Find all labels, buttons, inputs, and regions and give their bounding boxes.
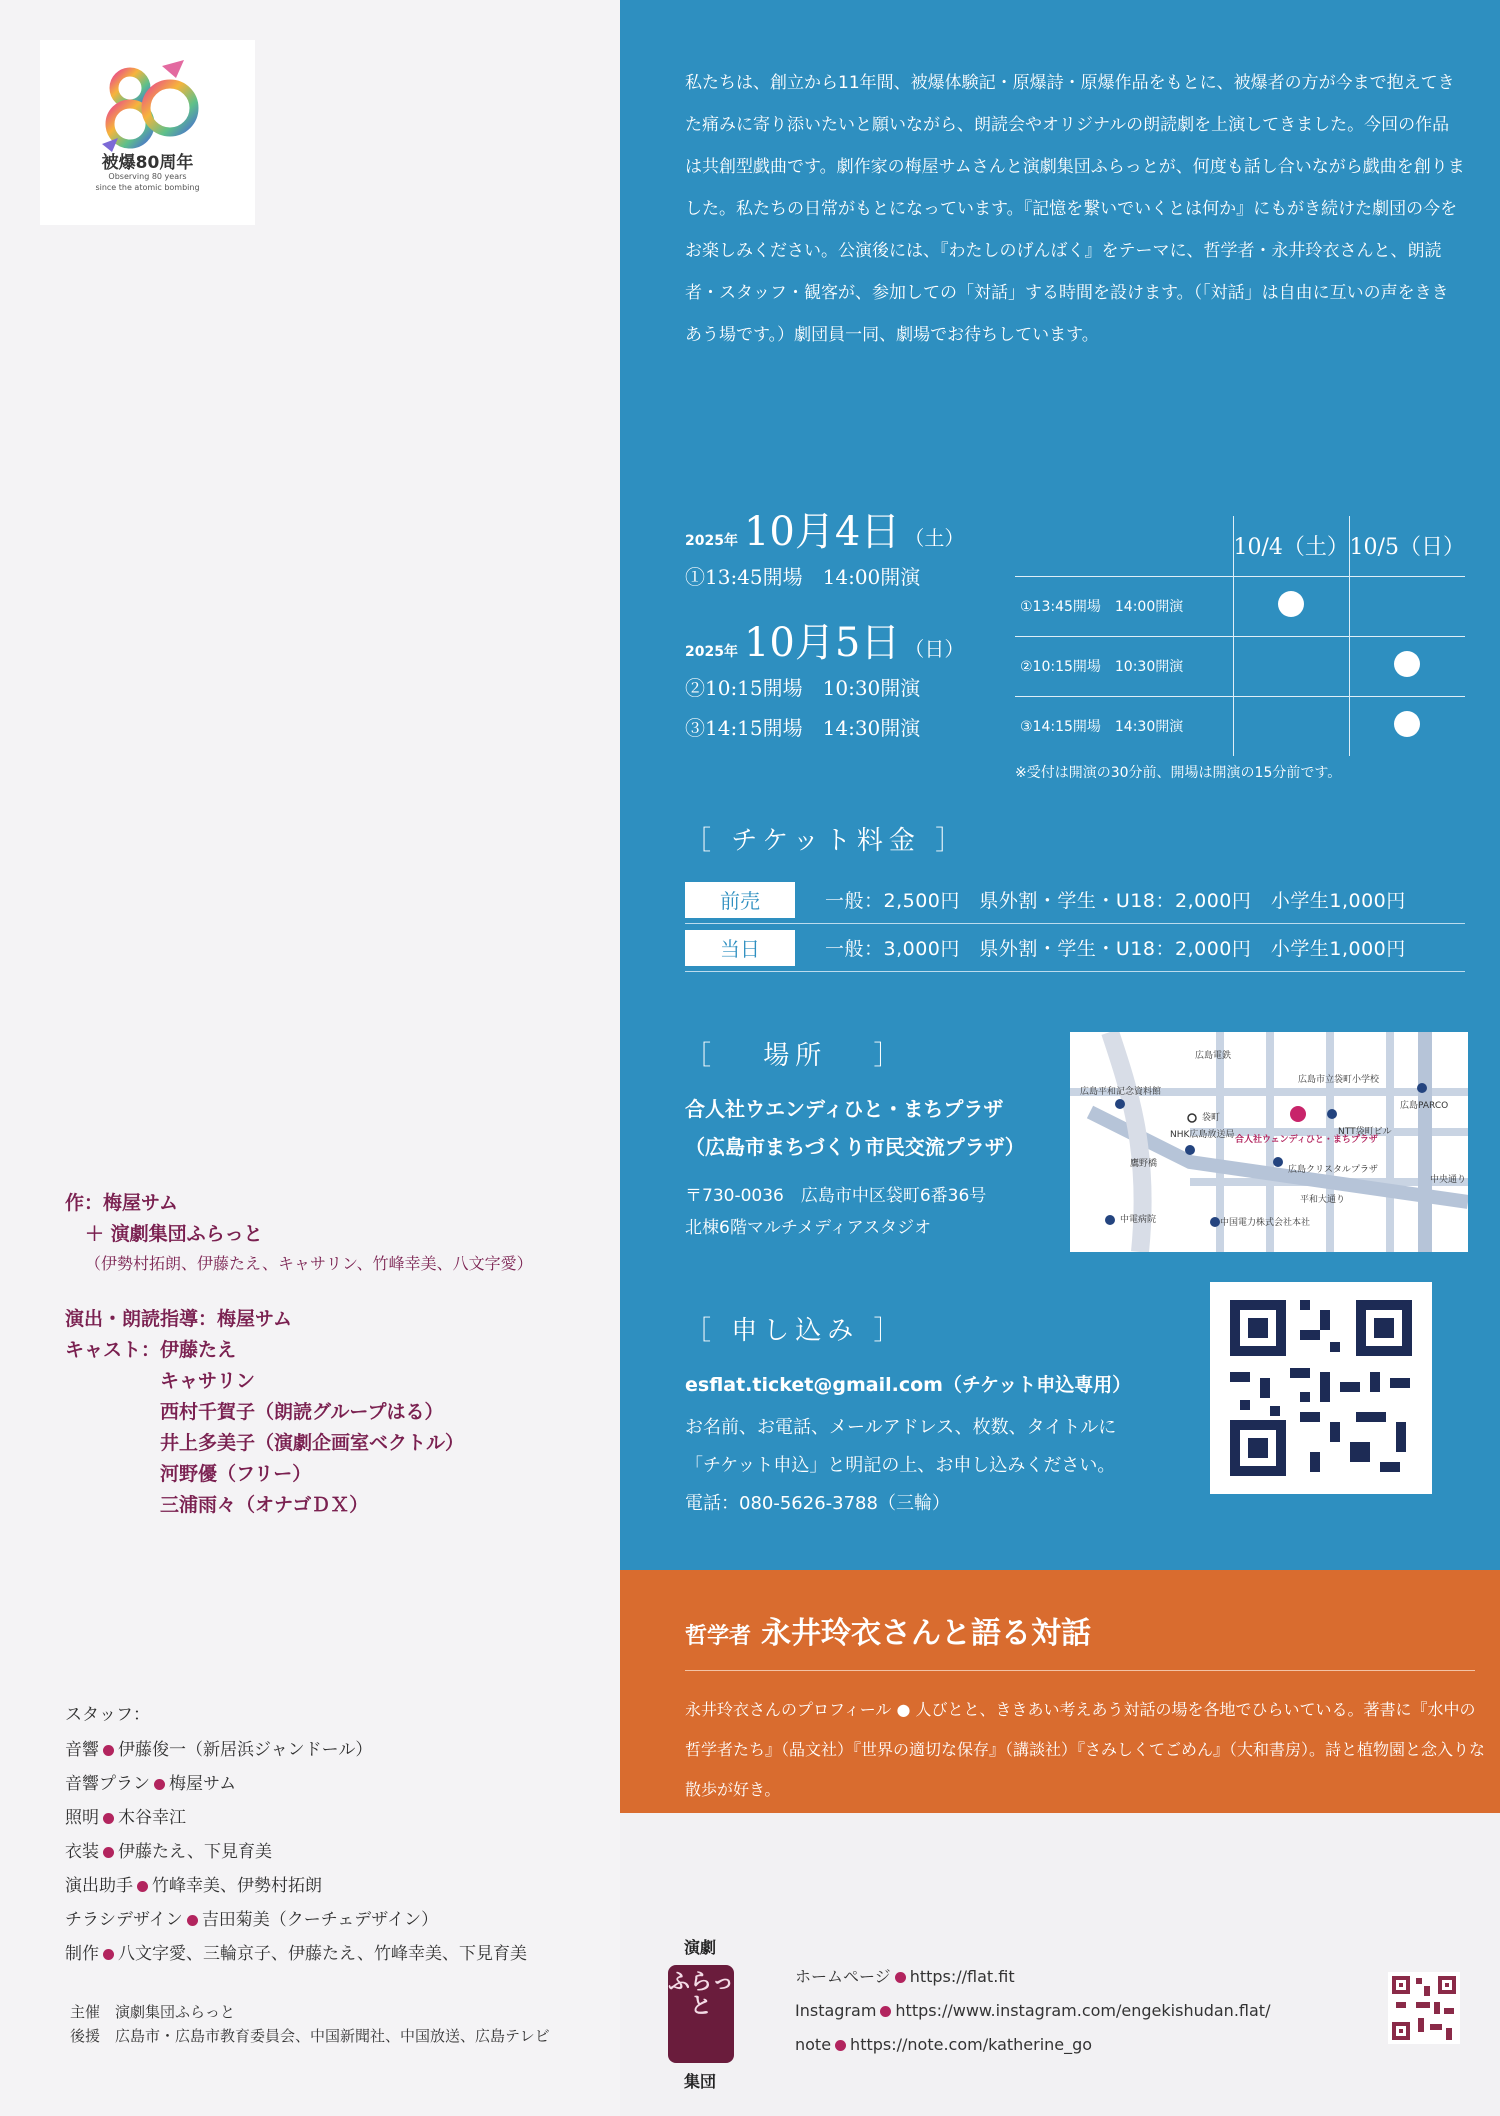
ticket-prices	[685, 876, 1465, 972]
bullet-icon	[103, 1745, 114, 1756]
author-credit: 作：梅屋サム	[65, 1192, 179, 1214]
date-heading	[685, 500, 1005, 557]
performance-mark-icon	[1394, 651, 1420, 677]
schedule-row	[1015, 696, 1465, 756]
bullet-icon	[103, 1847, 114, 1858]
map-label: 中央通り	[1430, 1175, 1467, 1185]
venue-alt-name: （広島市まちづくり市民交流プラザ）	[685, 1135, 1025, 1159]
apply-line: 「チケット申込」と明記の上、お申し込みください。	[685, 1455, 1116, 1476]
schedule-cell	[1349, 696, 1465, 756]
schedule-row	[1015, 636, 1465, 696]
cast-member: 三浦雨々（オナゴＤＸ）	[160, 1494, 369, 1516]
author-members: （伊勢村拓朗、伊藤たえ、キャサリン、竹峰幸美、八文字愛）	[85, 1254, 533, 1273]
bullet-icon	[103, 1949, 114, 1960]
schedule-row-label: ③14:15開場 14:30開演	[1015, 696, 1233, 756]
schedule-row-label: ②10:15開場 10:30開演	[1015, 636, 1233, 696]
director-credit: 演出・朗読指導：梅屋サム	[65, 1308, 293, 1330]
venue-name: 合人社ウエンディひと・まちプラザ	[685, 1097, 1004, 1121]
date-heading	[685, 611, 1005, 668]
map-label: 袋町	[1202, 1113, 1221, 1123]
map-label: 平和大通り	[1300, 1195, 1346, 1205]
staff-name: 吉田菊美（クーチェデザイン）	[201, 1910, 439, 1930]
link-url[interactable]: https://www.instagram.com/engekishudan.flat/	[895, 2001, 1271, 2020]
venue-address: 〒730-0036 広島市中区袋町6番36号	[685, 1186, 987, 1206]
performance-mark-icon	[1394, 711, 1420, 737]
map-label: 広島PARCO	[1400, 1101, 1449, 1111]
schedule-cell	[1349, 576, 1465, 636]
schedule-note: ※受付は開演の30分前、開場は開演の15分前です。	[1015, 765, 1342, 781]
staff-row	[65, 1937, 625, 1971]
schedule-corner	[1015, 516, 1233, 576]
apply-heading: ［ 申し込み ］	[685, 1316, 906, 1346]
qr-code-icon[interactable]	[1210, 1282, 1432, 1494]
staff-name: 伊藤たえ、下見育美	[118, 1842, 273, 1862]
bullet-icon	[880, 2006, 891, 2017]
divider	[685, 1670, 1475, 1671]
map-label: 広島平和記念資料館	[1080, 1087, 1162, 1097]
cast-member: キャサリン	[160, 1370, 256, 1392]
apply-phone: 電話：080-5626-3788（三輪）	[685, 1493, 950, 1514]
apply-email-link[interactable]: esflat.ticket@gmail.com（チケット申込専用）	[685, 1374, 1132, 1396]
date-weekday: （日）	[904, 637, 965, 661]
price-tag: 当日	[685, 930, 795, 966]
date-year: 2025年	[685, 533, 738, 549]
ticket-heading: ［ チケット料金 ］	[685, 826, 968, 856]
info-panel	[620, 0, 1500, 1570]
cast-label: キャスト：	[65, 1339, 161, 1361]
note-link[interactable]	[795, 2028, 1270, 2062]
staff-role: 音響	[65, 1740, 99, 1760]
troupe-logo-bottom: 集団	[683, 2072, 716, 2091]
venue-heading: ［ 場所 ］	[685, 1041, 906, 1071]
staff-role: チラシデザイン	[65, 1910, 183, 1930]
date-day: 10月4日	[743, 509, 901, 555]
schedule-cell	[1233, 576, 1349, 636]
venue-room: 北棟6階マルチメディアスタジオ	[685, 1218, 932, 1238]
map-label: 鷹野橋	[1130, 1159, 1158, 1169]
web-links	[795, 1960, 1270, 2062]
schedule-cell	[1233, 696, 1349, 756]
cast-row	[65, 1335, 605, 1366]
dialogue-prefix: 哲学者	[685, 1624, 752, 1649]
dialogue-section	[620, 1570, 1500, 1813]
apply-line: お名前、お電話、メールアドレス、枚数、タイトルに	[685, 1417, 1117, 1438]
intro-text: 私たちは、創立から11年間、被爆体験記・原爆詩・原爆作品をもとに、被爆者の方が今まで抱えてきた痛みに寄り添いたいと願いながら、朗読会やオリジナルの朗読劇を上演してきました。今回の作品は共創型戯曲です。劇作家の梅屋サムさんと演劇集団ふらっとが、何度も話し合いながら戯曲を創りました。私たちの日常がもとになっています。『記憶を繋いでいくとは何か』にもがき続けた劇団の今をお楽しみください。公演後には、『わたしのげんばく』をテーマに、哲学者・永井玲衣さんと、朗読者・スタッフ・観客が、参加しての「対話」する時間を設けます。（「対話」は自由に互いの声をききあう場です。）劇団員一同、劇場でお待ちしています。	[685, 73, 1465, 345]
price-row	[685, 876, 1465, 924]
schedule-header	[1015, 516, 1465, 576]
map-label: 中国電力株式会社本社	[1220, 1218, 1311, 1228]
staff-role: 制作	[65, 1944, 99, 1964]
map-label: 広島クリスタルプラザ	[1288, 1165, 1378, 1175]
showtime: ②10:15開場 10:30開演	[685, 676, 921, 700]
bullet-icon	[103, 1813, 114, 1824]
bullet-icon	[187, 1915, 198, 1926]
staff-role: 演出助手	[65, 1876, 133, 1896]
80th-anniversary-logo	[40, 40, 255, 225]
dialogue-heading	[685, 1608, 1091, 1652]
staff-row	[65, 1835, 625, 1869]
date-day: 10月5日	[743, 620, 901, 666]
staff-name: 八文字愛、三輪京子、伊藤たえ、竹峰幸美、下見育美	[118, 1944, 528, 1964]
support: 後援 広島市・広島市教育委員会、中国新聞社、中国放送、広島テレビ	[70, 2027, 550, 2045]
cast-member: 井上多美子（演劇企画室ベクトル）	[160, 1432, 465, 1454]
link-label: note	[795, 2035, 832, 2054]
staff-name: 木谷幸江	[118, 1808, 186, 1828]
small-qr-code-icon[interactable]	[1388, 1972, 1460, 2044]
troupe-logo	[660, 1935, 740, 2095]
schedule-row-label: ①13:45開場 14:00開演	[1015, 576, 1233, 636]
instagram-link[interactable]	[795, 1994, 1270, 2028]
price-tag: 前売	[685, 882, 795, 918]
logo-title: 被爆80周年	[101, 153, 194, 173]
showtime: ③14:15開場 14:30開演	[685, 716, 921, 740]
staff-name: 竹峰幸美、伊勢村拓朗	[152, 1876, 322, 1896]
apply-instructions	[685, 1409, 1205, 1523]
apply-info	[685, 1370, 1205, 1523]
map-label: 広島電鉄	[1195, 1051, 1232, 1061]
dialogue-profile: 永井玲衣さんのプロフィール ● 人びとと、ききあい考えあう対話の場を各地でひらいている。著書に『水中の哲学者たち』（晶文社）『世界の適切な保存』（講談社）『さみしくてごめん』（大和書房）。詩と植物園と念入りな散歩が好き。	[685, 1700, 1486, 1799]
dialogue-title: 永井玲衣さんと語る対話	[761, 1616, 1092, 1651]
staff-role: 衣装	[65, 1842, 99, 1862]
schedule-col-day2: 10/5（日）	[1349, 516, 1465, 576]
left-column	[0, 0, 620, 2116]
price-text: 一般：2,500円 県外割・学生・U18：2,000円 小学生1,000円	[825, 890, 1406, 912]
staff-row	[65, 1801, 625, 1835]
bullet-icon	[895, 1972, 906, 1983]
date-weekday: （土）	[904, 526, 965, 550]
homepage-link[interactable]	[795, 1960, 1270, 1994]
author-credit-2: ＋ 演劇集団ふらっと	[85, 1223, 263, 1245]
80-emblem-icon	[92, 58, 202, 158]
cast-member: 伊藤たえ	[160, 1339, 237, 1361]
schedule-cell	[1233, 636, 1349, 696]
schedule-cell	[1349, 636, 1465, 696]
link-url[interactable]: https://flat.fit	[909, 1967, 1015, 1986]
link-label: ホームページ	[795, 1967, 891, 1986]
cast-member: 西村千賀子（朗読グループはる）	[160, 1401, 444, 1423]
venue-map	[1070, 1032, 1468, 1252]
bullet-icon	[835, 2040, 846, 2051]
map-label: 中電病院	[1120, 1215, 1157, 1225]
staff-role: 音響プラン	[65, 1774, 150, 1794]
host: 主催 演劇集団ふらっと	[70, 2003, 236, 2021]
bullet-icon	[154, 1779, 165, 1790]
venue-info	[685, 1090, 1045, 1244]
staff-name: 梅屋サム	[169, 1774, 237, 1794]
schedule-row	[1015, 576, 1465, 636]
map-label: NTT袋町ビル	[1338, 1127, 1392, 1137]
credits	[65, 1188, 605, 1521]
troupe-mark-text: ふらっと	[668, 1970, 735, 2019]
schedule-table	[1015, 516, 1465, 756]
logo-subtitle-1: Observing 80 years	[108, 172, 187, 181]
price-row	[685, 924, 1465, 972]
date-year: 2025年	[685, 644, 738, 660]
troupe-mark	[668, 1965, 734, 2063]
logo-subtitle-2: since the atomic bombing	[95, 183, 200, 192]
showtime: ①13:45開場 14:00開演	[685, 565, 921, 589]
staff-row	[65, 1869, 625, 1903]
map-venue-label: 合人社ウェンディひと・まちプラザ	[1235, 1135, 1378, 1145]
bullet-icon	[137, 1881, 148, 1892]
map-label: NHK広島放送局	[1170, 1130, 1235, 1140]
organizers	[70, 2000, 550, 2048]
staff-row	[65, 1733, 625, 1767]
staff-row	[65, 1903, 625, 1937]
performance-dates	[685, 500, 1005, 748]
link-label: Instagram	[795, 2001, 877, 2020]
link-url[interactable]: https://note.com/katherine_go	[850, 2035, 1093, 2054]
staff-row	[65, 1767, 625, 1801]
staff-role: 照明	[65, 1808, 99, 1828]
performance-mark-icon	[1278, 591, 1304, 617]
price-text: 一般：3,000円 県外割・学生・U18：2,000円 小学生1,000円	[825, 938, 1406, 960]
staff-list	[65, 1700, 625, 1971]
staff-heading: スタッフ：	[65, 1705, 150, 1725]
schedule-col-day1: 10/4（土）	[1233, 516, 1349, 576]
cast-member: 河野優（フリー）	[160, 1463, 312, 1485]
map-label: 広島市立袋町小学校	[1298, 1075, 1380, 1085]
troupe-logo-top: 演劇	[683, 1938, 716, 1957]
staff-name: 伊藤俊一（新居浜ジャンドール）	[118, 1740, 373, 1760]
